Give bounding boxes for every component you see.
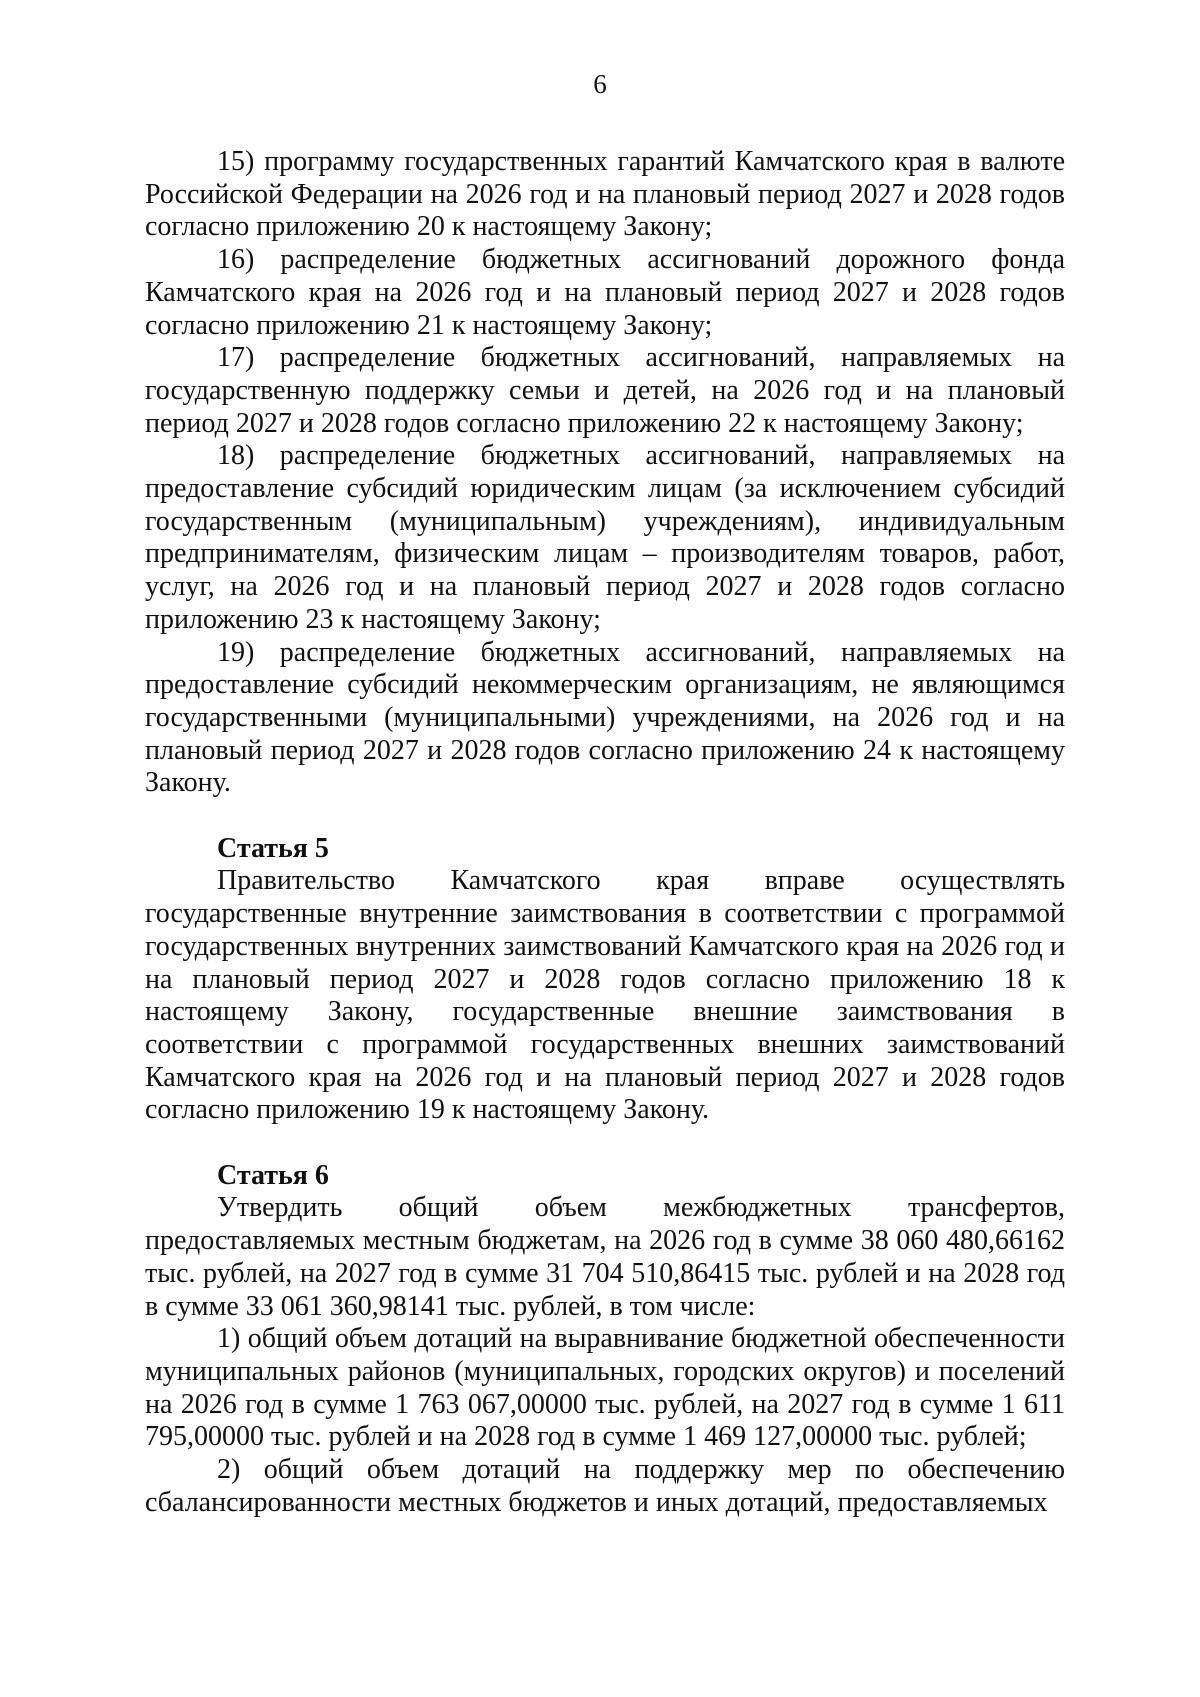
list-item-15: 15) программу государственных гарантий Камчатского края в валюте Российской Федерации на 2026 год и на плановый период 2027 и 2028 годов согласно приложению 20 к настоящему Закону; xyxy=(145,146,1065,243)
article-6-item-2: 2) общий объем дотаций на поддержку мер по обеспечению сбалансированности местных бюджетов и иных дотаций, предоставляемых xyxy=(145,1454,1065,1518)
page-number: 6 xyxy=(593,69,607,99)
article-6-item-1: 1) общий объем дотаций на выравнивание бюджетной обеспеченности муниципальных районов (муниципальных, городских округов) и поселений на 2026 год в сумме 1 763 067,00000 тыс. рублей, на 2027 год в сумме 1 611 795,00000 тыс. рублей и на 2028 год в сумме 1 469 127,00000 тыс. рублей; xyxy=(145,1323,1065,1453)
article-6-heading: Статья 6 xyxy=(217,1159,329,1191)
list-item-19: 19) распределение бюджетных ассигнований, направляемых на предоставление субсидий некоммерческим организациям, не являющимся государственными (муниципальными) учреждениями, на 2026 год и на плановый период 2027 и 2028 годов согласно приложению 24 к настоящему Закону. xyxy=(145,636,1065,799)
list-item-17: 17) распределение бюджетных ассигнований, направляемых на государственную поддержку семьи и детей, на 2026 год и на плановый период 2027 и 2028 годов согласно приложению 22 к настоящему Закону; xyxy=(145,342,1065,439)
article-5-text: Правительство Камчатского края вправе осуществлять государственные внутренние заимствования в соответствии с программой государственных внутренних заимствований Камчатского края на 2026 год и на плановый период 2027 и 2028 годов согласно приложению 18 к настоящему Закону, государственные внешние заимствования в соответствии с программой государственных внешних заимствований Камчатского края на 2026 год и на плановый период 2027 и 2028 годов согласно приложению 19 к настоящему Закону. xyxy=(145,865,1065,1126)
article-6-intro: Утвердить общий объем межбюджетных трансфертов, предоставляемых местным бюджетам, на 2026 год в сумме 38 060 480,66162 тыс. рублей, на 2027 год в сумме 31 704 510,86415 тыс. рублей и на 2028 год в сумме 33 061 360,98141 тыс. рублей, в том числе: xyxy=(145,1192,1065,1322)
document-body xyxy=(145,146,1065,1520)
article-5-heading: Статья 5 xyxy=(217,832,329,864)
list-item-18: 18) распределение бюджетных ассигнований, направляемых на предоставление субсидий юридическим лицам (за исключением субсидий государственным (муниципальным) учреждениям), индивидуальным предпринимателям, физическим лицам – производителям товаров, работ, услуг, на 2026 год и на плановый период 2027 и 2028 годов согласно приложению 23 к настоящему Закону; xyxy=(145,440,1065,635)
list-item-16: 16) распределение бюджетных ассигнований дорожного фонда Камчатского края на 2026 год и на плановый период 2027 и 2028 годов согласно приложению 21 к настоящему Закону; xyxy=(145,244,1065,341)
